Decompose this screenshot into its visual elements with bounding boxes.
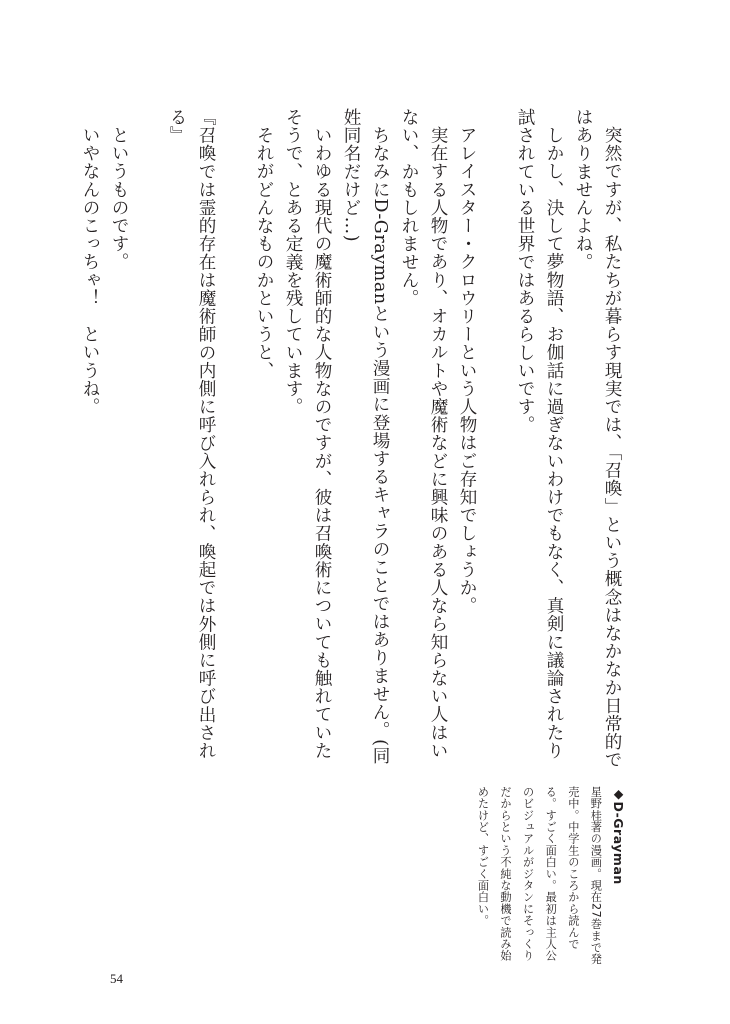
paragraph-4: 実在する人物であり、オカルトや魔術などに興味のある人なら知らない人はいない、かもしれません。	[399, 108, 448, 760]
paragraph-7: それがどんなものかというと、	[254, 125, 274, 379]
page-number: 54	[110, 971, 123, 986]
paragraph-6: いわゆる現代の魔術師的な人物なのですが、彼は召喚術についても触れていたそうで、とある定義を残しています。	[283, 108, 332, 760]
side-note	[379, 786, 629, 966]
paragraph-9: というものです。	[109, 125, 129, 271]
main-body-text	[80, 108, 626, 770]
paragraph-5: ちなみにD-Graymanという漫画に登場するキャラのことではありません。(同姓同名だけど…)	[341, 108, 390, 765]
paragraph-1: 突然ですが、私たちが暮らす現実では、「召喚」という概念はなかなか日常的ではありませんよね。	[573, 108, 622, 769]
paragraph-quote: 『召喚では霊的存在は魔術師の内側に呼び入れられ、喚起では外側に呼び出される』	[167, 108, 216, 760]
paragraph-3: アレイスター・クロウリーという人物はご存知でしょうか。	[457, 125, 477, 615]
paragraph-2: しかし、決して夢物語、お伽話に過ぎないわけでもなく、真剣に議論されたり試されている世界ではあるらしいです。	[515, 108, 564, 760]
note-body: 星野桂著の漫画。現在27巻まで発売中。中学生のころから読んでる。すごく面白い。最初は主人公のビジュアルがジタンにそっくりだからという不純な動機で読み始めたけど、すごく面白い。	[476, 786, 603, 966]
note-title: ◆D-Grayman	[611, 786, 626, 885]
paragraph-10: いやなんのこっちゃ！ というね。	[80, 125, 100, 416]
